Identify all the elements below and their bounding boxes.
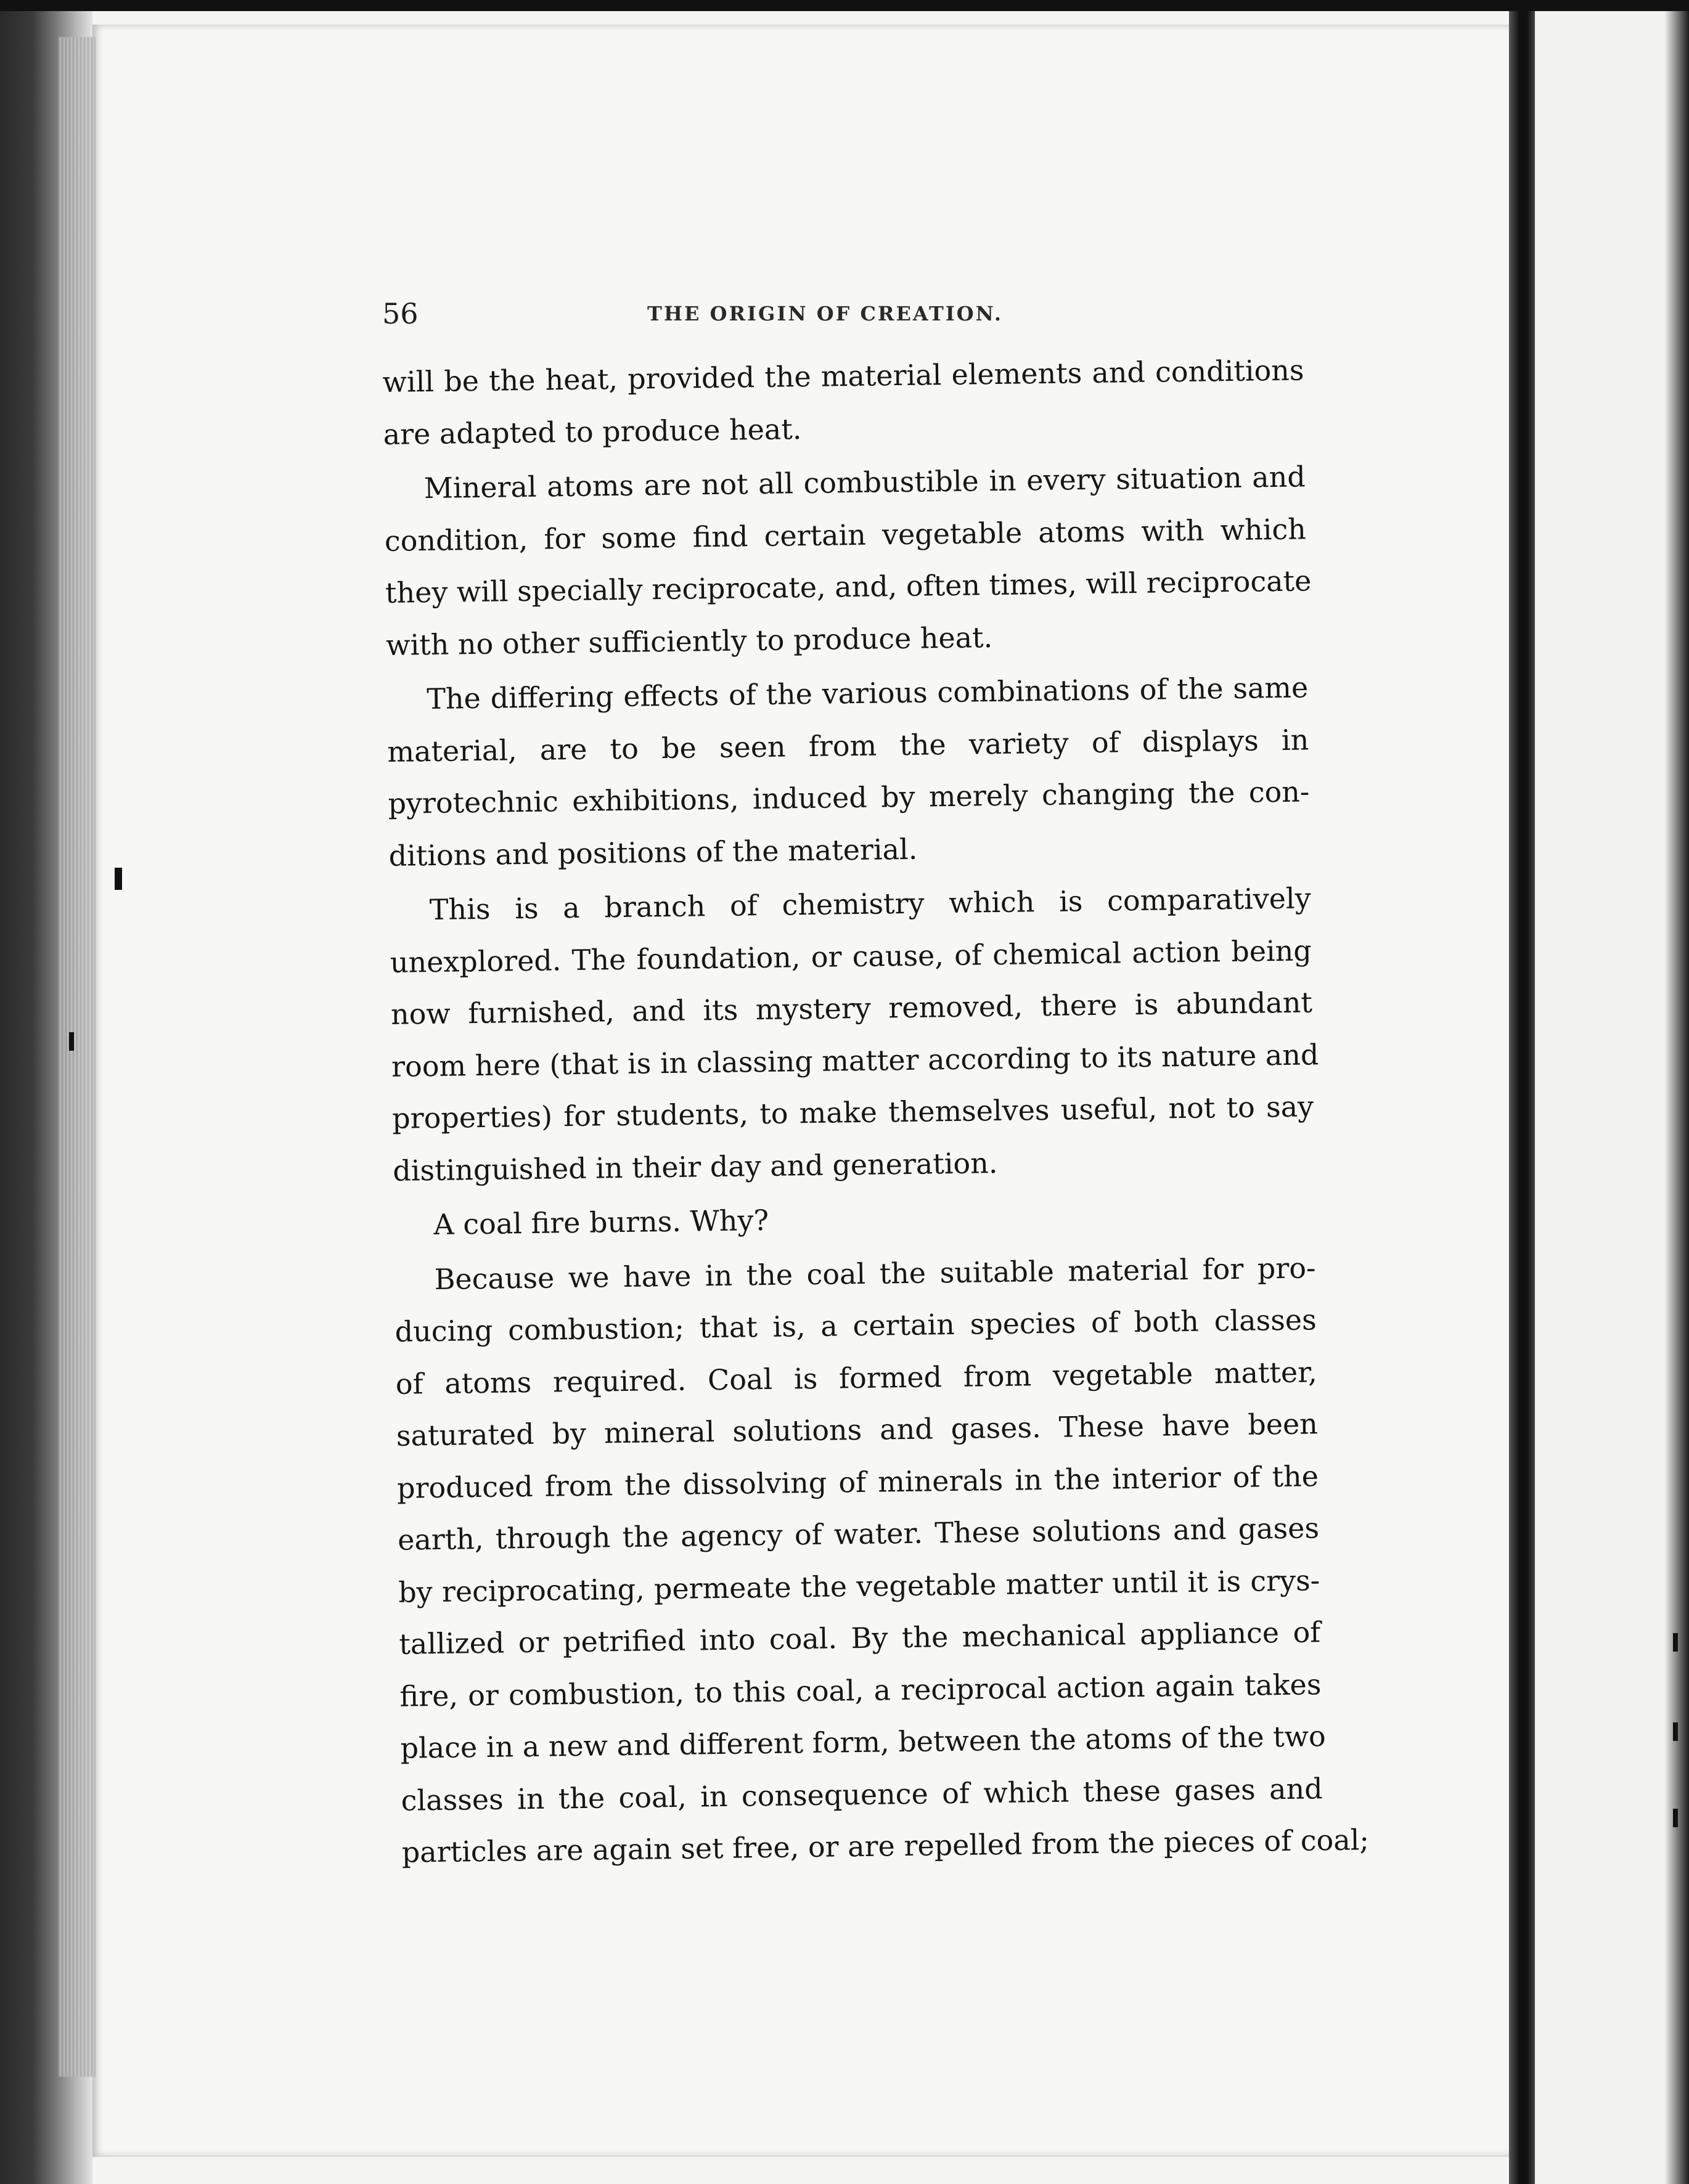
- text-line: The differing effects of the various combinations of the same: [426, 670, 1309, 716]
- text-line: material, are to be seen from the variety of displays in: [387, 722, 1309, 768]
- running-title: THE ORIGIN OF CREATION.: [647, 302, 1003, 325]
- text-line: are adapted to produce heat.: [383, 412, 802, 451]
- text-line: they will specially reciprocate, and, often times, will reciprocate: [385, 564, 1312, 609]
- text-line: distinguished in their day and generation.: [392, 1146, 998, 1188]
- text-line: ditions and positions of the material.: [388, 832, 918, 873]
- text-line: room here (that is in classing matter according to its nature and: [391, 1037, 1319, 1083]
- text-line: This is a branch of chemistry which is comparatively: [429, 881, 1311, 927]
- page-header: [382, 297, 1307, 334]
- text-line: ducing combustion; that is, a certain species of both classes: [395, 1303, 1317, 1348]
- binding-mark: [115, 868, 122, 890]
- text-line: unexplored. The foundation, or cause, of chemical action being: [390, 933, 1312, 979]
- facing-page-glyph: [1673, 1633, 1678, 1652]
- facing-page-glyph: [1673, 1809, 1678, 1827]
- text-line: now furnished, and its mystery removed, there is abundant: [390, 985, 1313, 1031]
- text-line: Because we have in the coal the suitable material for pro-: [434, 1250, 1316, 1296]
- text-line: fire, or combustion, to this coal, a reciprocal action again takes: [399, 1667, 1322, 1713]
- text-line: properties) for students, to make themselves useful, not to say: [391, 1090, 1314, 1135]
- facing-page-glyph: [1673, 1722, 1678, 1741]
- scan-frame-top: [0, 0, 1689, 11]
- text-line: by reciprocating, permeate the vegetable matter until it is crys-: [398, 1563, 1320, 1609]
- text-line: will be the heat, provided the material elements and conditions: [382, 353, 1304, 399]
- page-number: 56: [382, 297, 419, 330]
- text-line: earth, through the agency of water. These solutions and gases: [397, 1511, 1320, 1557]
- text-line: of atoms required. Coal is formed from vegetable matter,: [395, 1355, 1318, 1401]
- text-line: A coal fire burns. Why?: [433, 1203, 769, 1242]
- text-line: tallized or petrified into coal. By the mechanical appliance of: [399, 1615, 1321, 1661]
- text-line: particles are again set free, or are repelled from the pieces of coal;: [401, 1823, 1370, 1869]
- center-gutter: [1509, 0, 1535, 2184]
- binding-mark: [69, 1032, 74, 1051]
- text-line: classes in the coal, in consequence of which these gases and: [401, 1771, 1323, 1817]
- text-line: produced from the dissolving of minerals in the interior of the: [396, 1459, 1319, 1505]
- text-line: saturated by mineral solutions and gases. These have been: [396, 1407, 1319, 1453]
- text-line: with no other sufficiently to produce heat.: [385, 620, 993, 662]
- page-stack-edges: [59, 37, 96, 2077]
- text-line: Mineral atoms are not all combustible in every situation and: [423, 460, 1306, 505]
- text-line: condition, for some find certain vegetable atoms with which: [384, 511, 1307, 558]
- facing-page-shadow: [1664, 0, 1689, 2184]
- body-text: [382, 344, 1370, 1878]
- text-line: place in a new and different form, between the atoms of the two: [400, 1719, 1327, 1765]
- text-line: pyrotechnic exhibitions, induced by merely changing the con-: [388, 775, 1310, 820]
